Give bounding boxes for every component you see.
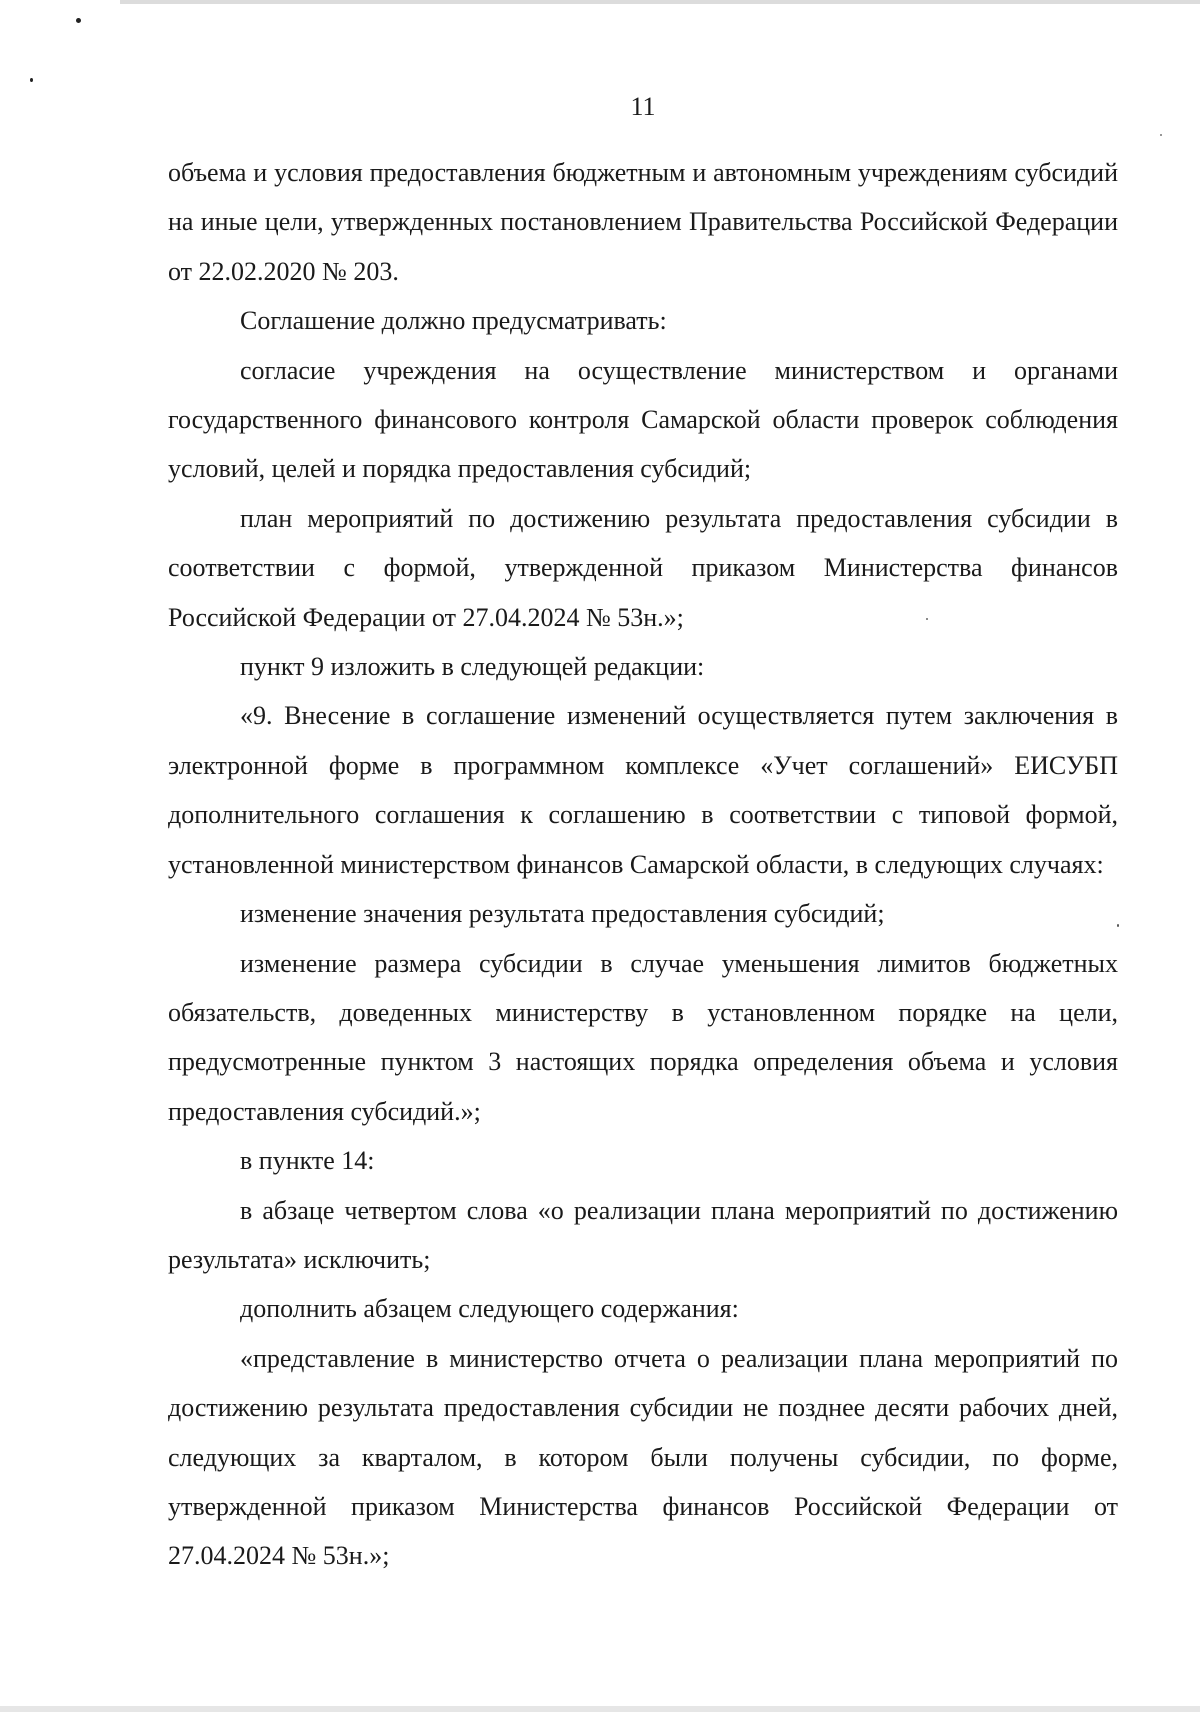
page-number: 11: [630, 92, 656, 121]
paragraph: дополнить абзацем следующего содержания:: [240, 1294, 739, 1324]
scan-speck: [30, 78, 33, 82]
paragraph: объема и условия предоставления бюджетным и автономным учреждениям субсидий на иные цели, утвержденных постановлением Правительства Российской Федерации от 22.02.2020 № 203.: [168, 158, 1118, 286]
paragraph: Соглашение должно предусматривать:: [240, 306, 667, 336]
paragraph: изменение размера субсидии в случае уменьшения лимитов бюджетных обязательств, доведенных министерству в установленном порядке на цели, предусмотренные пунктом 3 настоящих порядка определения объема и условия предоставления субсидий.»;: [168, 948, 1118, 1126]
paragraph: «9. Внесение в соглашение изменений осуществляется путем заключения в электронной форме в программном комплексе «Учет соглашений» ЕИСУБП дополнительного соглашения к соглашению в соответствии с типовой формой, установленной министерством финансов Самарской области, в следующих случаях:: [168, 701, 1118, 879]
paragraph: согласие учреждения на осуществление министерством и органами государственного финансового контроля Самарской области проверок соблюдения условий, целей и порядка предоставления субсидий;: [168, 355, 1118, 484]
paragraph: «представление в министерство отчета о реализации плана мероприятий по достижению результата предоставления субсидии не позднее десяти рабочих дней, следующих за кварталом, в котором были получены субсидии, по форме, утвержденной приказом Министерства финансов Российской Федерации от 27.04.2024 № 53н.»;: [168, 1343, 1118, 1571]
paragraph: изменение значения результата предоставления субсидий;: [240, 899, 885, 929]
paragraph: пункт 9 изложить в следующей редакции:: [240, 652, 705, 682]
scan-speck: [76, 18, 81, 23]
paragraph: план мероприятий по достижению результата предоставления субсидии в соответствии с формой, утвержденной приказом Министерства финансов Российской Федерации от 27.04.2024 № 53н.»;: [168, 503, 1118, 632]
scan-edge-top: [0, 0, 1200, 4]
scan-edge-bottom: [0, 1706, 1200, 1712]
paragraph: в абзаце четвертом слова «о реализации плана мероприятий по достижению результата» исключить;: [168, 1195, 1118, 1274]
document-body: [168, 148, 1118, 1581]
scan-speck: [1160, 134, 1162, 136]
paragraph: в пункте 14:: [240, 1146, 375, 1176]
